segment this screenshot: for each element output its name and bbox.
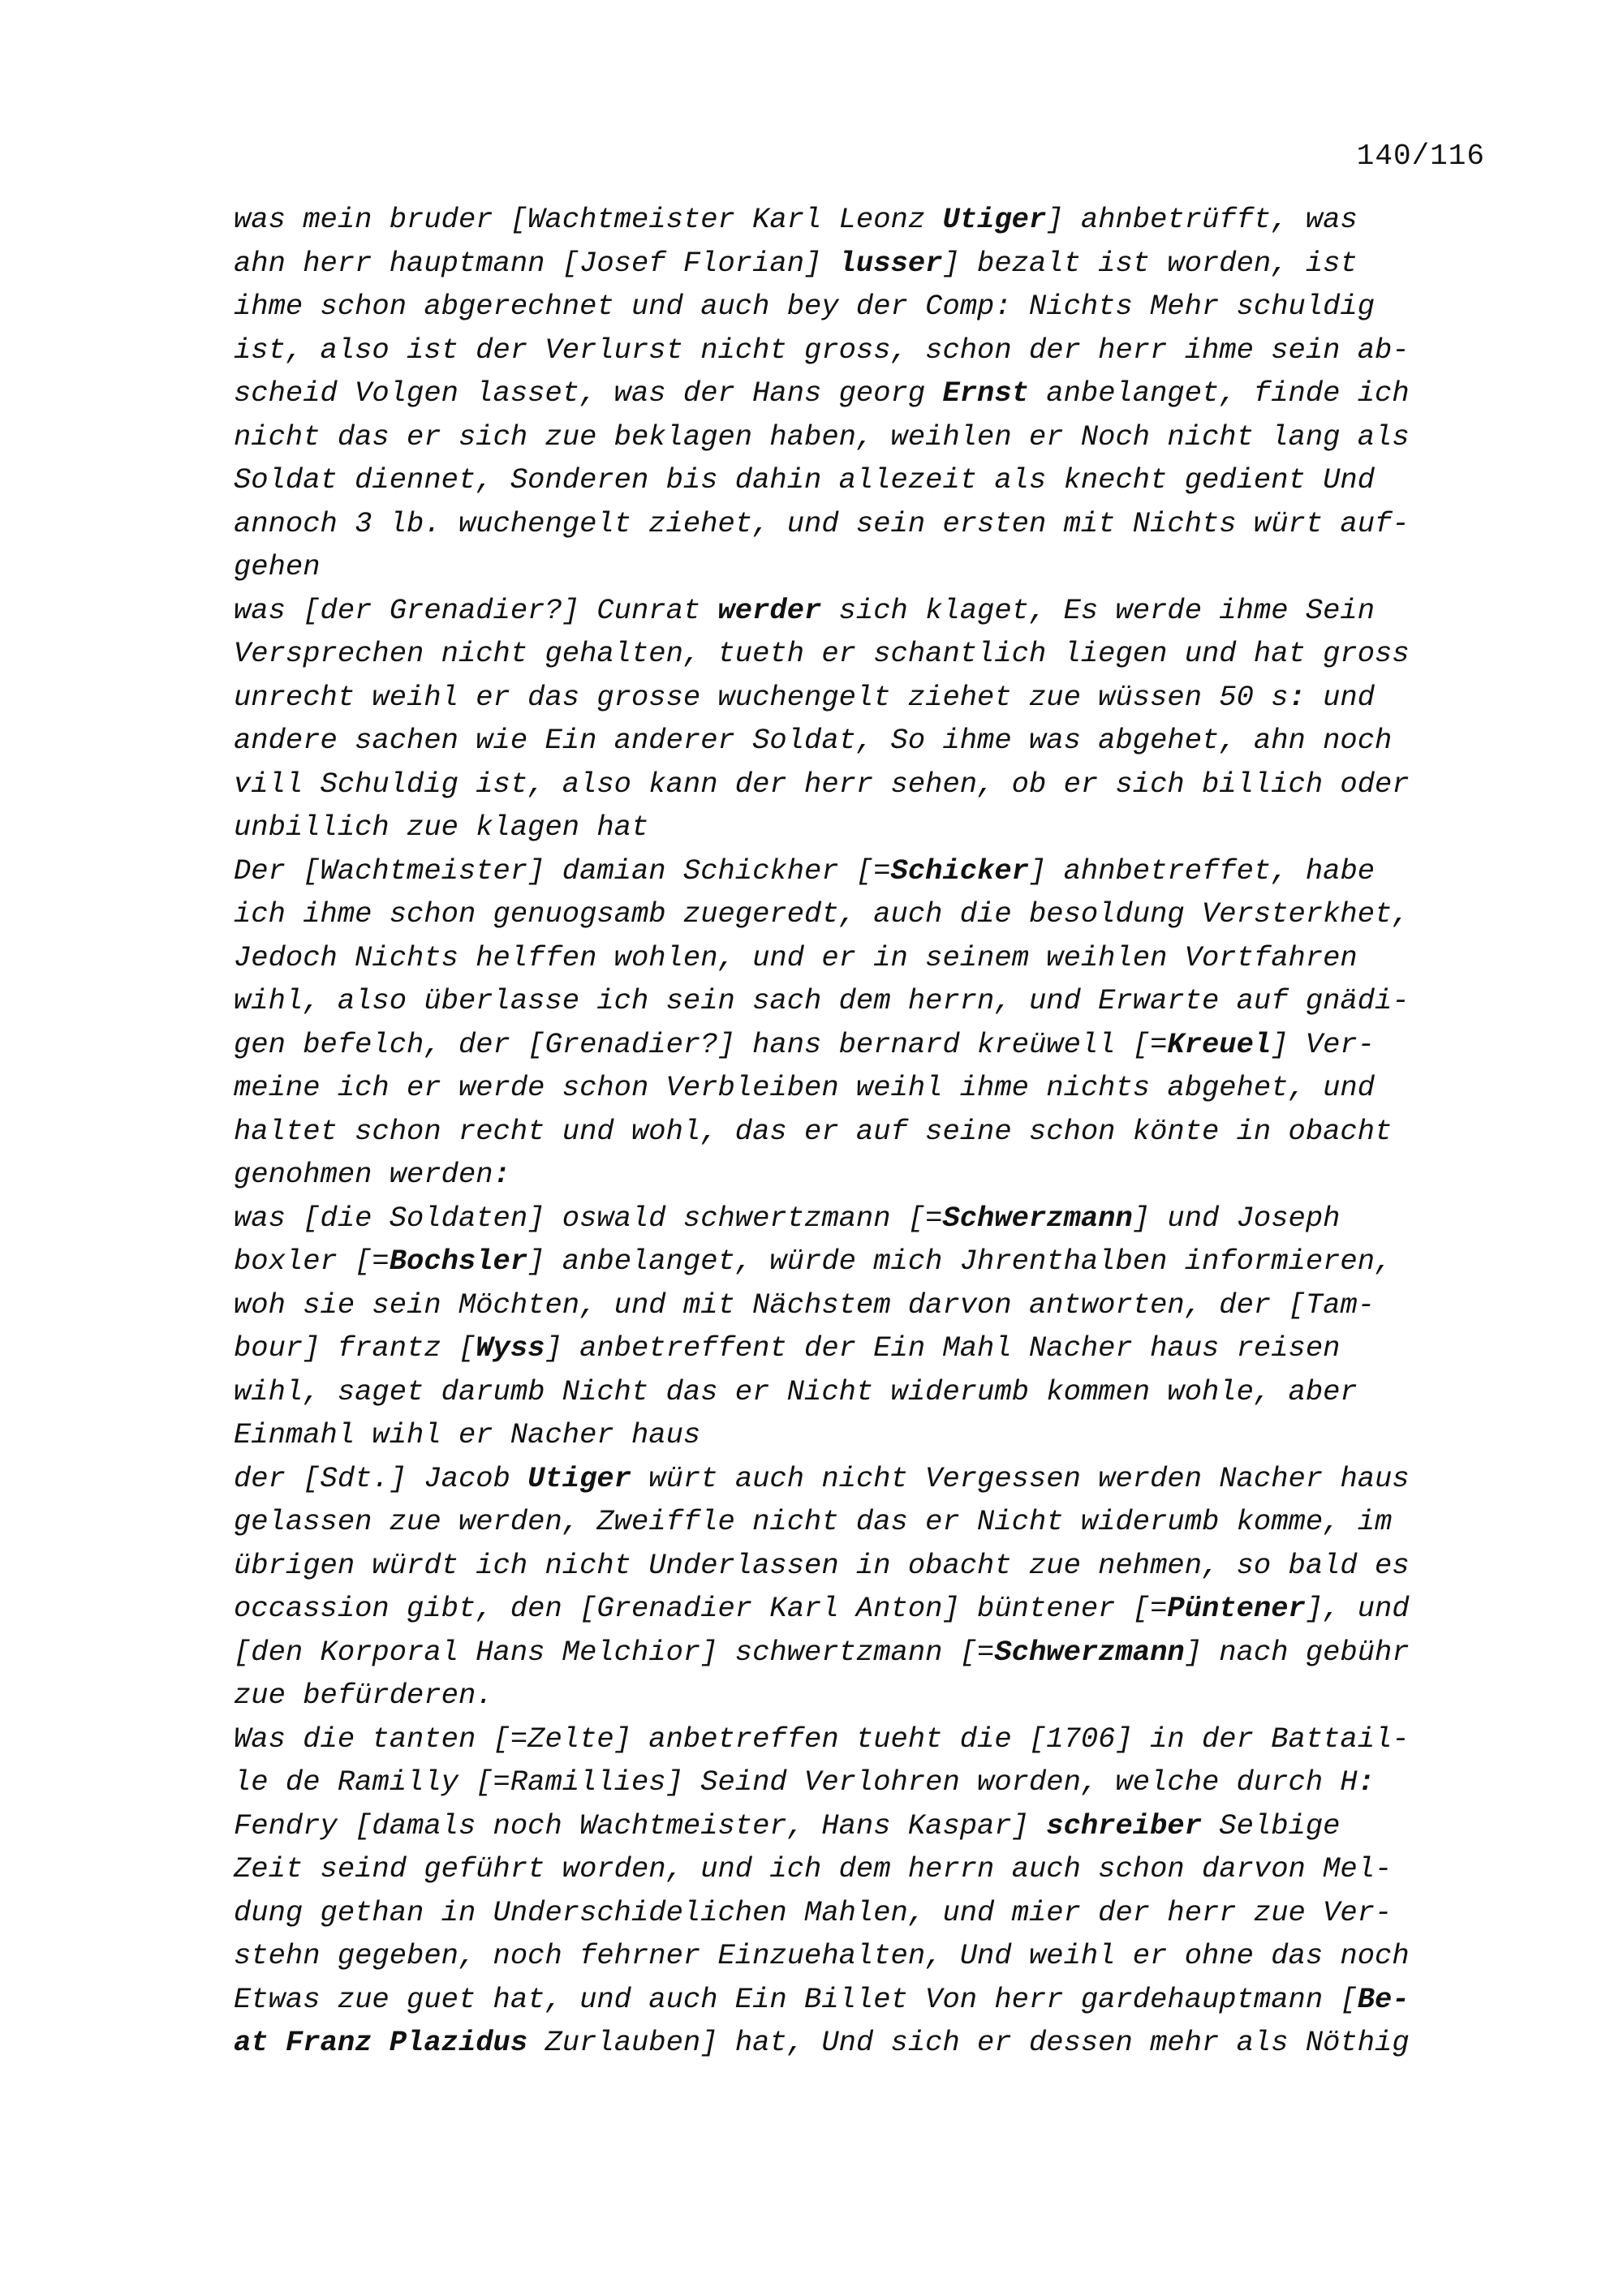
text-segment: boxler [= xyxy=(234,1245,390,1278)
text-line xyxy=(234,1110,1500,1154)
bold-name-segment: Schwerzmann xyxy=(994,1635,1185,1669)
text-segment: übrigen würdt ich nicht Underlassen in obacht zue nehmen, so bald es xyxy=(234,1548,1410,1582)
text-segment: genohmen werden xyxy=(234,1158,493,1191)
text-segment: wihl, also überlasse ich sein sach dem herrn, und Erwarte auf gnädi- xyxy=(234,984,1410,1017)
text-line xyxy=(234,589,1500,633)
text-segment: stehn gegeben, noch fehrner Einzuehalten, Und weihl er ohne das noch xyxy=(234,1939,1410,1972)
bold-name-segment: Kreuel xyxy=(1167,1027,1272,1061)
text-line xyxy=(234,1326,1500,1370)
text-line xyxy=(234,372,1500,415)
text-segment: wihl, saget darumb Nicht das er Nicht widerumb kommen wohle, aber xyxy=(234,1374,1358,1408)
text-line xyxy=(234,1587,1500,1631)
text-segment: annoch 3 lb. wuchengelt ziehet, und sein ersten mit Nichts würt auf- xyxy=(234,506,1410,540)
text-line xyxy=(234,1066,1500,1110)
text-segment: Soldat diennet, Sonderen bis dahin allezeit als knecht gedient Und xyxy=(234,463,1375,497)
text-line xyxy=(234,1500,1500,1544)
text-line xyxy=(234,806,1500,849)
text-segment: was [die Soldaten] oswald schwertzmann [= xyxy=(234,1201,943,1235)
text-segment: Der [Wachtmeister] damian Schickher [= xyxy=(234,853,891,888)
bold-name-segment: : xyxy=(1357,1765,1375,1799)
text-line xyxy=(234,1934,1500,1978)
bold-name-segment: schreiber xyxy=(1046,1808,1202,1842)
text-segment: unbillich zue klagen hat xyxy=(234,810,649,844)
text-segment: unrecht weihl er das grosse wuchengelt ziehet zue wüssen 50 s xyxy=(234,680,1289,714)
text-segment: würt auch nicht Vergessen werden Nacher haus xyxy=(631,1461,1410,1495)
text-line xyxy=(234,1631,1500,1675)
text-line xyxy=(234,1718,1500,1761)
text-line xyxy=(234,763,1500,806)
text-line xyxy=(234,1457,1500,1501)
bold-name-segment: Püntener xyxy=(1167,1592,1306,1625)
text-segment: Versprechen nicht gehalten, tueth er schantlich liegen und hat gross xyxy=(234,637,1410,670)
text-line xyxy=(234,1804,1500,1848)
bold-name-segment: lusser xyxy=(838,246,943,280)
bold-name-segment: : xyxy=(493,1158,510,1191)
text-line xyxy=(234,1847,1500,1891)
text-line xyxy=(234,936,1500,980)
bold-name-segment: Wyss xyxy=(476,1331,545,1365)
text-line xyxy=(234,329,1500,372)
text-segment: woh sie sein Möchten, und mit Nächstem darvon antworten, der [Tam- xyxy=(234,1288,1375,1322)
text-line xyxy=(234,242,1500,286)
text-line xyxy=(234,632,1500,676)
text-line xyxy=(234,1283,1500,1327)
bold-name-segment: Schicker xyxy=(890,853,1029,888)
text-segment: ] und Joseph xyxy=(1132,1201,1341,1235)
text-segment: ], und xyxy=(1305,1592,1410,1625)
text-segment: haltet schon recht und wohl, das er auf seine schon könte in obacht xyxy=(234,1114,1393,1148)
text-line xyxy=(234,1370,1500,1414)
text-segment: ahn herr hauptmann [Josef Florian] xyxy=(234,246,839,280)
text-segment: ] bezalt ist worden, ist xyxy=(942,246,1358,280)
text-segment: meine ich er werde schon Verbleiben weihl ihme nichts abgehet, und xyxy=(234,1071,1375,1104)
text-segment: anbelanget, finde ich xyxy=(1028,376,1410,410)
text-segment: ich ihme schon genuogsamb zuegeredt, auch die besoldung Versterkhet, xyxy=(234,897,1410,931)
text-segment: gelassen zue werden, Zweiffle nicht das er Nicht widerumb komme, im xyxy=(234,1505,1393,1538)
text-segment: ] Ver- xyxy=(1271,1027,1375,1061)
text-segment: Fendry [damals noch Wachtmeister, Hans Kaspar] xyxy=(234,1808,1047,1842)
text-segment: und xyxy=(1305,680,1375,714)
text-segment: ] anbetreffent der Ein Mahl Nacher haus reisen xyxy=(545,1331,1341,1365)
bold-name-segment: Ernst xyxy=(942,376,1029,410)
bold-name-segment: : xyxy=(1288,680,1306,714)
text-segment: der [Sdt.] Jacob xyxy=(234,1461,528,1495)
text-line xyxy=(234,1761,1500,1804)
text-segment: ihme schon abgerechnet und auch bey der Comp: Nichts Mehr schuldig xyxy=(234,290,1375,323)
text-segment: dung gethan in Underschidelichen Mahlen, und mier der herr zue Ver- xyxy=(234,1895,1393,1929)
text-segment: ] ahnbetrüfft, was xyxy=(1046,203,1358,236)
text-line xyxy=(234,1153,1500,1197)
text-segment: [den Korporal Hans Melchior] schwertzmann [= xyxy=(234,1635,995,1669)
text-segment: Was die tanten [=Zelte] anbetreffen tueht die [1706] in der Battail- xyxy=(234,1722,1410,1756)
bold-name-segment: Be- xyxy=(1357,1982,1410,2016)
text-line xyxy=(234,719,1500,763)
text-line xyxy=(234,458,1500,502)
text-line xyxy=(234,502,1500,546)
text-line xyxy=(234,676,1500,720)
bold-name-segment: Schwerzmann xyxy=(942,1201,1133,1235)
bold-name-segment: Bochsler xyxy=(389,1245,528,1278)
text-segment: Zeit seind geführt worden, und ich dem herrn auch schon darvon Mel- xyxy=(234,1852,1393,1885)
text-line xyxy=(234,545,1500,589)
text-line xyxy=(234,1978,1500,2022)
text-line xyxy=(234,198,1500,242)
text-line xyxy=(234,2021,1500,2065)
text-segment: ] ahnbetreffet, habe xyxy=(1028,853,1375,888)
page-number: 140/116 xyxy=(1356,140,1485,173)
text-segment: Einmahl wihl er Nacher haus xyxy=(234,1418,701,1451)
text-line xyxy=(234,1891,1500,1935)
letter-transcription-body xyxy=(234,198,1500,2065)
text-segment: gen befelch, der [Grenadier?] hans bernard kreüwell [= xyxy=(234,1027,1168,1061)
bold-name-segment: Utiger xyxy=(527,1461,631,1495)
text-segment: ] nach gebühr xyxy=(1184,1635,1410,1669)
text-line xyxy=(234,849,1500,893)
text-line xyxy=(234,1674,1500,1718)
bold-name-segment: at Franz Plazidus xyxy=(234,2026,528,2059)
bold-name-segment: werder xyxy=(717,593,822,627)
text-segment: Selbige xyxy=(1202,1808,1341,1842)
text-segment: was [der Grenadier?] Cunrat xyxy=(234,593,718,627)
text-line xyxy=(234,1197,1500,1240)
text-segment: occassion gibt, den [Grenadier Karl Anton] büntener [= xyxy=(234,1592,1168,1625)
text-line xyxy=(234,892,1500,936)
text-segment: ist, also ist der Verlurst nicht gross, schon der herr ihme sein ab- xyxy=(234,333,1410,367)
text-line xyxy=(234,415,1500,459)
text-line xyxy=(234,1023,1500,1067)
text-segment: ] anbelanget, würde mich Jhrenthalben informieren, xyxy=(527,1245,1393,1278)
text-segment: gehen xyxy=(234,550,321,583)
text-line xyxy=(234,979,1500,1023)
text-segment: Zurlauben] hat, Und sich er dessen mehr als Nöthig xyxy=(527,2026,1410,2059)
text-segment: Jedoch Nichts helffen wohlen, und er in seinem weihlen Vortfahren xyxy=(234,940,1358,974)
text-segment: zue befürderen. xyxy=(234,1679,493,1712)
text-segment: scheid Volgen lasset, was der Hans georg xyxy=(234,376,943,410)
text-segment: andere sachen wie Ein anderer Soldat, So ihme was abgehet, ahn noch xyxy=(234,724,1393,757)
text-line xyxy=(234,1413,1500,1457)
text-segment: vill Schuldig ist, also kann der herr sehen, ob er sich billich oder xyxy=(234,767,1410,801)
text-line xyxy=(234,1544,1500,1588)
text-line xyxy=(234,1240,1500,1283)
text-segment: sich klaget, Es werde ihme Sein xyxy=(821,593,1375,627)
text-segment: bour] frantz [ xyxy=(234,1331,476,1365)
text-segment: le de Ramilly [=Ramillies] Seind Verlohren worden, welche durch H xyxy=(234,1765,1358,1799)
text-segment: was mein bruder [Wachtmeister Karl Leonz xyxy=(234,203,943,236)
text-segment: nicht das er sich zue beklagen haben, weihlen er Noch nicht lang als xyxy=(234,419,1410,454)
text-line xyxy=(234,285,1500,329)
bold-name-segment: Utiger xyxy=(942,203,1047,236)
text-segment: Etwas zue guet hat, und auch Ein Billet Von herr gardehauptmann [ xyxy=(234,1982,1358,2016)
